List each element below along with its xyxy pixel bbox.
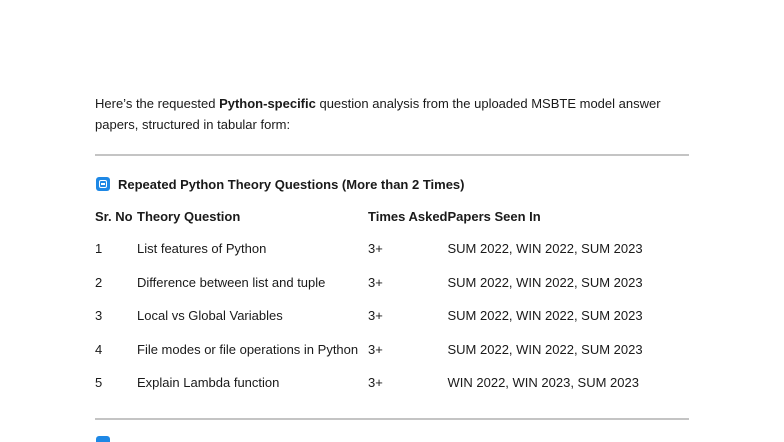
cell-sr-no: 3 (95, 308, 103, 324)
cell-question: Difference between list and tuple (137, 274, 326, 290)
divider-top (95, 154, 689, 156)
header-papers-seen-in: Papers Seen In (447, 208, 541, 224)
table-row (95, 333, 688, 367)
cell-sr-no: 1 (95, 241, 103, 257)
header-theory-question: Theory Question (137, 208, 241, 224)
cell-times-asked: 3+ (368, 308, 383, 324)
table-row (95, 299, 688, 333)
cell-papers: SUM 2022, WIN 2022, SUM 2023 (447, 241, 643, 257)
intro-paragraph (95, 93, 695, 135)
intro-prefix: Here’s the requested (95, 96, 220, 111)
cell-times-asked: 3+ (368, 341, 383, 357)
section-title: Repeated Python Theory Questions (More than 2 Times) (118, 176, 465, 192)
table-header-row (95, 200, 688, 232)
header-times-asked: Times Asked (368, 208, 448, 224)
section-heading (96, 175, 465, 193)
table-row (95, 266, 688, 300)
question-table (95, 200, 688, 400)
cell-sr-no: 2 (95, 274, 103, 290)
table-row (95, 366, 688, 400)
divider-bottom (95, 418, 689, 420)
cell-papers: SUM 2022, WIN 2022, SUM 2023 (447, 274, 643, 290)
cell-sr-no: 5 (95, 375, 103, 391)
cell-times-asked: 3+ (368, 241, 383, 257)
cell-question: File modes or file operations in Python (137, 341, 359, 357)
table-row (95, 232, 688, 266)
cell-question: Explain Lambda function (137, 375, 280, 391)
cell-question: List features of Python (137, 241, 267, 257)
cell-papers: WIN 2022, WIN 2023, SUM 2023 (447, 375, 639, 391)
cell-times-asked: 3+ (368, 274, 383, 290)
cell-times-asked: 3+ (368, 375, 383, 391)
cell-question: Local vs Global Variables (137, 308, 283, 324)
header-sr-no: Sr. No (95, 208, 133, 224)
next-section-icon (96, 436, 110, 442)
intro-suffix: question analysis from the uploaded MSBTE model answer papers, structured in tabular form: (95, 96, 661, 132)
cell-papers: SUM 2022, WIN 2022, SUM 2023 (447, 341, 643, 357)
intro-bold: Python-specific (219, 96, 316, 111)
document-icon (96, 177, 110, 191)
cell-papers: SUM 2022, WIN 2022, SUM 2023 (447, 308, 643, 324)
cell-sr-no: 4 (95, 341, 103, 357)
